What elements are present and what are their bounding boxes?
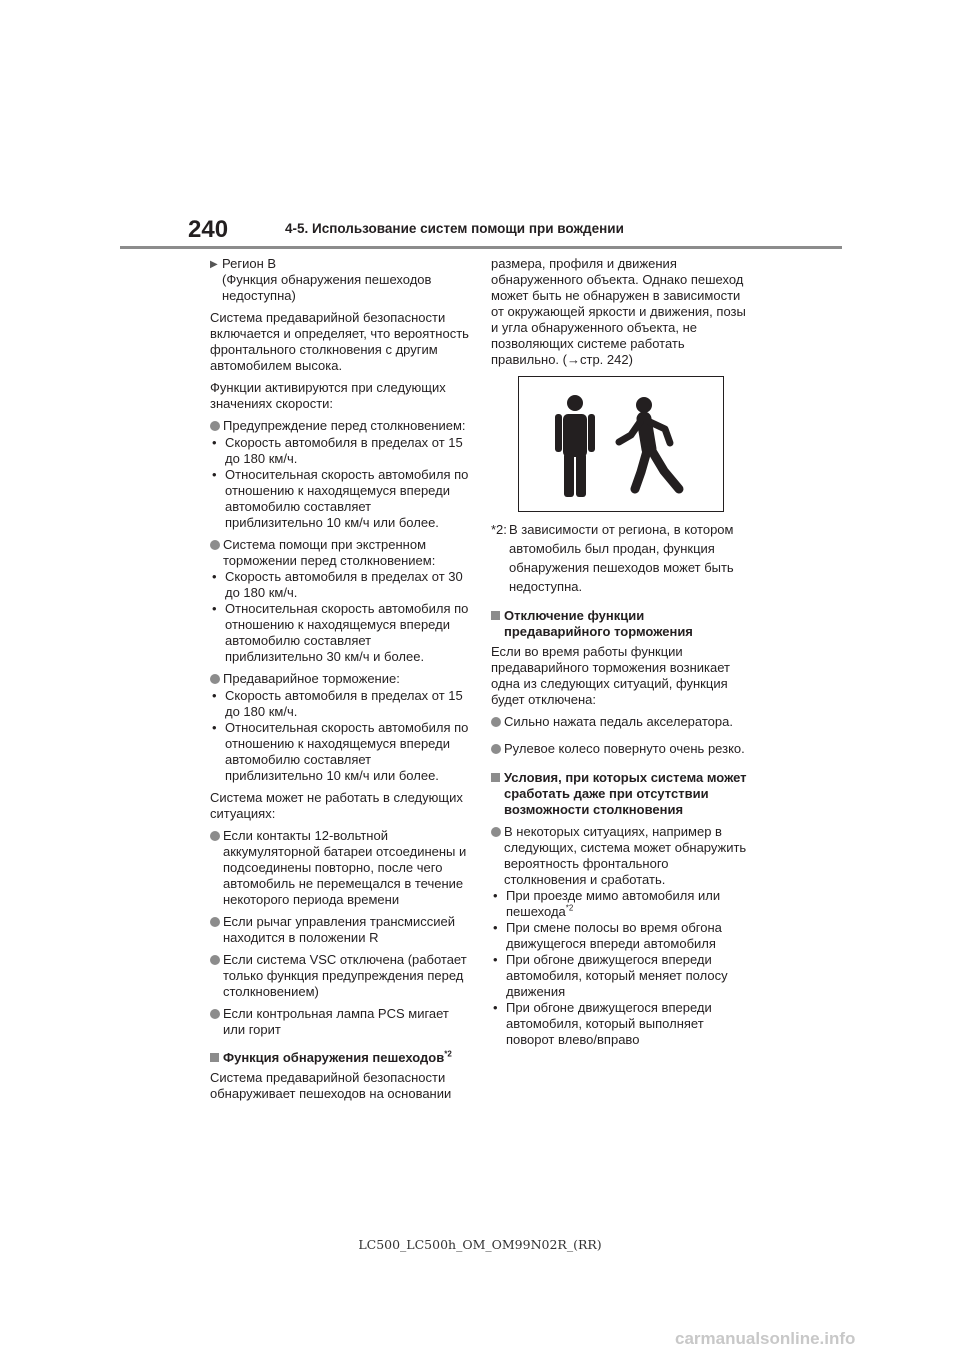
right-column xyxy=(491,256,753,1048)
pedestrian-icons xyxy=(519,377,723,511)
sub-text: Относительная скорость автомобиля по отношению к находящемуся впереди автомобилю составляет приблизительно 10 км/ч или более. xyxy=(225,720,469,783)
pedestrian-figure xyxy=(518,376,724,512)
footnote-ref: *2 xyxy=(565,903,574,913)
paragraph: Система может не работать в следующих ситуациях: xyxy=(210,790,463,821)
standing-person-icon xyxy=(555,395,595,497)
bullet-item xyxy=(210,914,472,946)
region-title: Регион B xyxy=(222,256,277,271)
bullet-text: Если рычаг управления трансмиссией находится в положении R xyxy=(223,914,455,945)
sub-item: • Относительная скорость автомобиля по отношению к находящемуся впереди автомобилю составляет приблизительно 10 км/ч или более. xyxy=(210,720,472,784)
sub-item: • При обгоне движущегося впереди автомобиля, который выполняет поворот влево/вправо xyxy=(491,1000,753,1048)
sub-item: • При проезде мимо автомобиля или пешехода$^{*2}$ xyxy=(493,888,721,919)
bullet-text: Если контакты 12-вольтной аккумуляторной батареи отсоединены и подсоединены повторно, после чего автомобиль не перемещался в течение некоторого периода времени xyxy=(223,828,467,907)
bullet-item xyxy=(491,824,753,888)
gray-square-icon xyxy=(491,770,504,818)
bullet-icon xyxy=(210,1006,223,1038)
bullet-icon xyxy=(491,824,504,888)
paragraph: Система предаварийной безопасности обнаруживает пешеходов на основании xyxy=(210,1070,452,1101)
heading-text: Функция обнаружения пешеходов xyxy=(223,1050,445,1065)
document-code: LC500_LC500h_OM_OM99N02R_(RR) xyxy=(358,1237,602,1252)
sub-text: При проезде мимо автомобиля или пешехода xyxy=(506,888,721,919)
bullet-text: Рулевое колесо повернуто очень резко. xyxy=(504,741,745,756)
page-number: 240 xyxy=(188,216,229,243)
sub-text: При смене полосы во время обгона движущегося впереди автомобиля xyxy=(506,920,722,951)
heading-text: Условия, при которых система может сработать даже при отсутствии возможности столкновения xyxy=(504,770,747,817)
bullet-text: Если система VSC отключена (работает только функция предупреждения перед столкновением) xyxy=(223,952,467,999)
region-item xyxy=(210,256,472,304)
bullet-icon xyxy=(210,537,223,569)
bullet-icon xyxy=(210,914,223,946)
bullet-icon xyxy=(491,714,504,731)
bullet-text: Предупреждение перед столкновением: xyxy=(223,418,466,433)
sub-text: Скорость автомобиля в пределах от 15 до 180 км/ч. xyxy=(225,435,463,466)
bullet-item xyxy=(210,952,472,1000)
gray-square-icon xyxy=(491,608,504,640)
bullet-item xyxy=(210,418,472,435)
bullet-item xyxy=(210,537,472,569)
paragraph: Система предаварийной безопасности включается и определяет, что вероятность фронтального столкновения с другим автомобилем высока. xyxy=(210,310,469,373)
bullet-item xyxy=(491,714,753,731)
footnote-ref: *2 xyxy=(444,1049,452,1059)
bullet-text: Сильно нажата педаль акселератора. xyxy=(504,714,733,729)
left-column xyxy=(210,256,472,1108)
bullet-item xyxy=(210,828,472,908)
bullet-text: Предаварийное торможение: xyxy=(223,671,400,686)
sub-text: При обгоне движущегося впереди автомобиля, который меняет полосу движения xyxy=(506,952,728,999)
bullet-item xyxy=(491,741,753,758)
gray-square-icon xyxy=(210,1050,223,1066)
bullet-icon xyxy=(210,671,223,688)
section-heading xyxy=(491,770,753,818)
bullet-text: В некоторых ситуациях, например в следующих, система может обнаружить вероятность фронтального столкновения и сработать. xyxy=(504,824,747,887)
bullet-icon xyxy=(491,741,504,758)
sub-item: • Относительная скорость автомобиля по отношению к находящемуся впереди автомобилю составляет приблизительно 30 км/ч и более. xyxy=(210,601,472,665)
paragraph: Функции активируются при следующих значениях скорости: xyxy=(210,380,446,411)
sub-item: • Скорость автомобиля в пределах от 30 до 180 км/ч. xyxy=(210,569,472,601)
section-heading xyxy=(210,1050,472,1066)
bullet-text: Система помощи при экстренном торможении перед столкновением: xyxy=(223,537,436,568)
watermark: carmanualsonline.info xyxy=(675,1329,856,1348)
sub-item: • Скорость автомобиля в пределах от 15 до 180 км/ч. xyxy=(210,435,472,467)
bullet-icon xyxy=(210,952,223,1000)
bullet-icon xyxy=(210,828,223,908)
bullet-text: Если контрольная лампа PCS мигает или горит xyxy=(223,1006,449,1037)
sub-item: • При смене полосы во время обгона движущегося впереди автомобиля xyxy=(491,920,753,952)
footnote-text: В зависимости от региона, в котором автомобиль был продан, функция обнаружения пешеходов может быть недоступна. xyxy=(509,522,734,594)
footnote-mark: *2: xyxy=(491,522,507,537)
bullet-icon xyxy=(210,418,223,435)
paragraph: размера, профиля и движения обнаруженного объекта. Однако пешеход может быть не обнаружен в зависимости от окружающей яркости и движения, позы и угла обнаруженного объекта, не позволяющих системе работать правильно. (→стр. 242) xyxy=(491,256,746,367)
paragraph: Если во время работы функции предаварийного торможения возникает одна из следующих ситуаций, функция будет отключена: xyxy=(491,644,730,707)
bullet-item xyxy=(210,671,472,688)
sub-item: • Скорость автомобиля в пределах от 15 до 180 км/ч. xyxy=(210,688,472,720)
section-heading xyxy=(491,608,753,640)
sub-text: Относительная скорость автомобиля по отношению к находящемуся впереди автомобилю составляет приблизительно 10 км/ч или более. xyxy=(225,467,469,530)
sub-text: При обгоне движущегося впереди автомобиля, который выполняет поворот влево/вправо xyxy=(506,1000,712,1047)
bullet-item xyxy=(210,1006,472,1038)
sub-text: Скорость автомобиля в пределах от 15 до 180 км/ч. xyxy=(225,688,463,719)
footnote xyxy=(491,520,753,596)
heading-text: Отключение функции предаварийного торможения xyxy=(504,608,693,639)
sub-item: • Относительная скорость автомобиля по отношению к находящемуся впереди автомобилю составляет приблизительно 10 км/ч или более. xyxy=(210,467,472,531)
region-note: (Функция обнаружения пешеходов недоступна) xyxy=(222,272,432,303)
sub-text: Скорость автомобиля в пределах от 30 до 180 км/ч. xyxy=(225,569,463,600)
sub-text: Относительная скорость автомобиля по отношению к находящемуся впереди автомобилю составляет приблизительно 30 км/ч и более. xyxy=(225,601,469,664)
triangle-right-icon: ▶ xyxy=(210,259,218,270)
page-header xyxy=(120,212,842,249)
walking-person-icon xyxy=(619,397,679,489)
sub-item: • При обгоне движущегося впереди автомобиля, который меняет полосу движения xyxy=(491,952,753,1000)
section-title: 4-5. Использование систем помощи при вождении xyxy=(285,221,624,236)
